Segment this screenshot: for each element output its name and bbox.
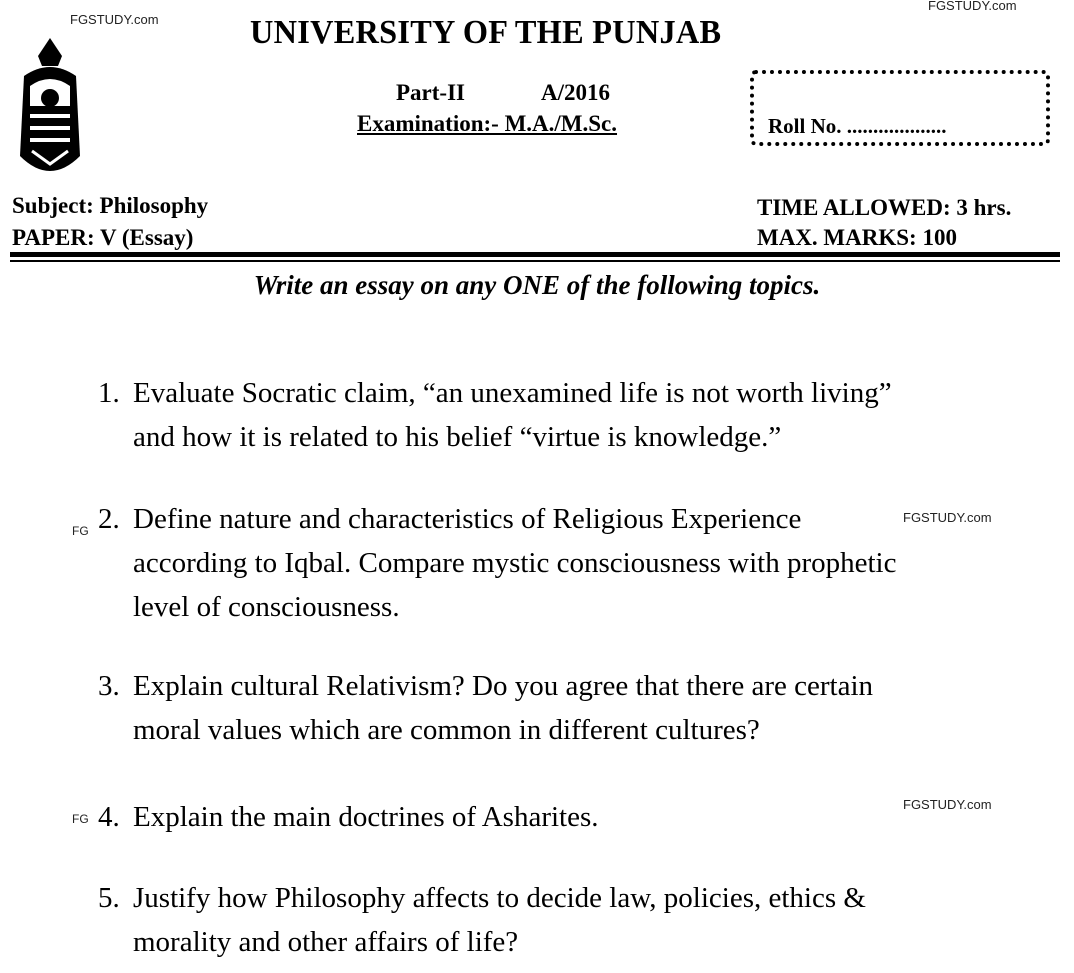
question-number: 4. xyxy=(98,801,120,833)
instruction: Write an essay on any ONE of the following topics. xyxy=(253,270,821,300)
part-label: Part-II xyxy=(396,80,465,105)
max-marks-label: MAX. MARKS: 100 xyxy=(757,225,957,250)
question-1 xyxy=(98,371,1028,459)
examination-label: Examination:- M.A./M.Sc. xyxy=(357,111,618,136)
university-title: UNIVERSITY OF THE PUNJAB xyxy=(250,14,722,51)
watermark: FGSTUDY.com xyxy=(70,12,159,27)
session-label: A/2016 xyxy=(541,80,610,105)
question-text: Explain the main doctrines of Asharites. xyxy=(133,801,599,833)
question-text: Explain cultural Relativism? Do you agree that there are certain xyxy=(133,670,873,702)
question-text: according to Iqbal. Compare mystic consciousness with prophetic xyxy=(133,547,897,579)
question-number: 3. xyxy=(98,670,120,702)
subject-label: Subject: Philosophy xyxy=(12,193,209,218)
question-text: and how it is related to his belief “virtue is knowledge.” xyxy=(133,421,782,453)
watermark: FGSTUDY.com xyxy=(928,0,1017,13)
paper-label: PAPER: V (Essay) xyxy=(12,225,194,250)
university-logo-icon xyxy=(10,36,90,191)
question-number: 5. xyxy=(98,882,120,914)
watermark: FGSTUDY.com xyxy=(903,797,992,812)
watermark-fragment: FG xyxy=(72,524,89,538)
header-divider xyxy=(10,252,1060,257)
watermark: FGSTUDY.com xyxy=(903,510,992,525)
question-4 xyxy=(98,795,1028,839)
question-number: 1. xyxy=(98,377,120,409)
header-divider xyxy=(10,260,1060,262)
watermark-fragment: FG xyxy=(72,812,89,826)
question-text: Justify how Philosophy affects to decide law, policies, ethics & xyxy=(133,882,866,914)
question-5 xyxy=(98,876,1028,964)
time-allowed-label: TIME ALLOWED: 3 hrs. xyxy=(757,195,1012,220)
roll-number-box xyxy=(750,70,1050,146)
question-2 xyxy=(98,497,1028,629)
question-text: Define nature and characteristics of Religious Experience xyxy=(133,503,802,535)
question-text: level of consciousness. xyxy=(133,591,400,623)
question-number: 2. xyxy=(98,503,120,535)
question-3 xyxy=(98,664,1028,752)
question-text: Evaluate Socratic claim, “an unexamined life is not worth living” xyxy=(133,377,892,409)
question-text: morality and other affairs of life? xyxy=(133,926,519,958)
question-text: moral values which are common in different cultures? xyxy=(133,714,760,746)
roll-number-label: Roll No. ................... xyxy=(768,114,947,138)
